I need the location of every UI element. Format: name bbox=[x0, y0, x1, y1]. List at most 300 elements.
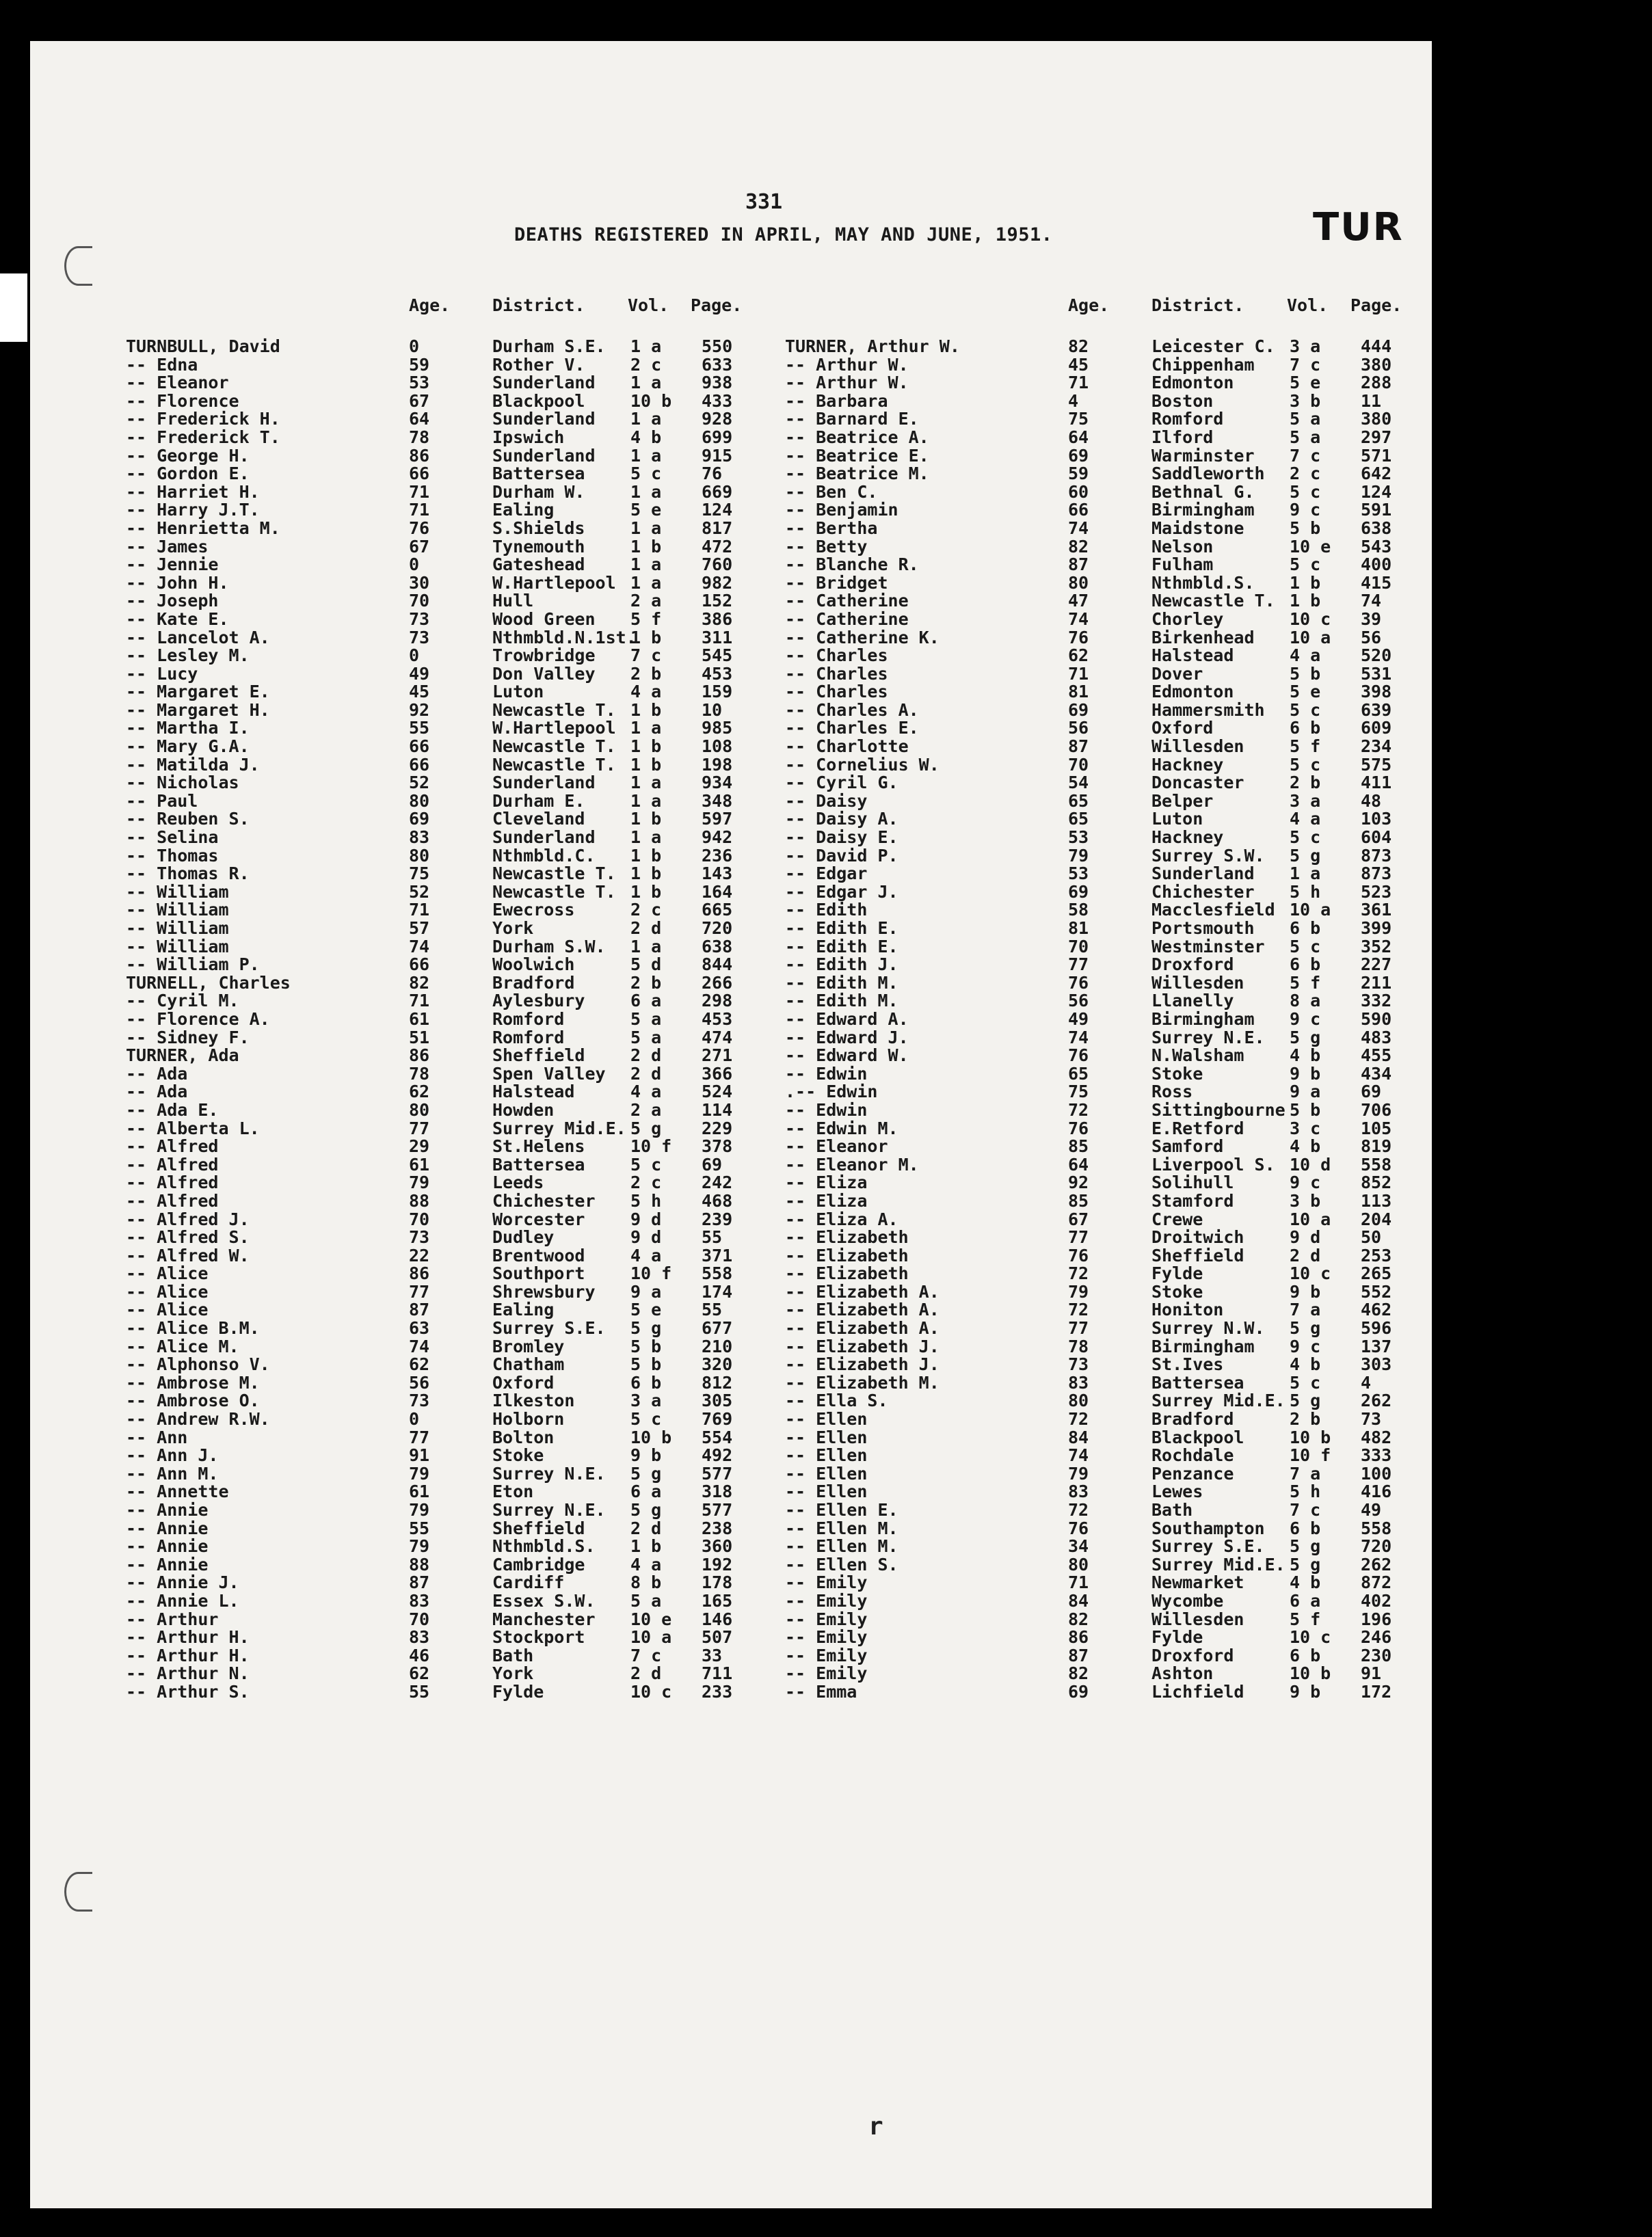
entry-district: Eton bbox=[492, 1482, 534, 1502]
entry-page: 4 bbox=[1361, 1372, 1372, 1393]
entry-name: -- Thomas R. bbox=[126, 863, 250, 884]
entry-name: -- Harriet H. bbox=[126, 481, 260, 502]
entry-row bbox=[126, 1029, 741, 1047]
entry-vol: 4 b bbox=[630, 427, 662, 447]
entry-vol: 5 b bbox=[630, 1354, 662, 1375]
entry-row bbox=[126, 520, 741, 538]
entry-vol: 9 d bbox=[630, 1227, 662, 1248]
entry-page: 942 bbox=[702, 827, 733, 848]
entry-row bbox=[785, 1429, 1400, 1447]
entry-district: Macclesfield bbox=[1151, 900, 1275, 920]
entry-age: 82 bbox=[1068, 1663, 1089, 1684]
entry-name: -- Alice M. bbox=[126, 1336, 239, 1356]
entry-vol: 4 b bbox=[1290, 1136, 1321, 1157]
entry-vol: 2 a bbox=[630, 591, 662, 611]
entry-district: Ealing bbox=[492, 1300, 555, 1320]
entry-page: 550 bbox=[702, 336, 733, 356]
entry-vol: 6 b bbox=[1290, 1645, 1321, 1665]
entry-vol: 1 b bbox=[630, 754, 662, 775]
entry-vol: 9 b bbox=[1290, 1281, 1321, 1302]
entry-vol: 5 g bbox=[1290, 1536, 1321, 1557]
entry-age: 69 bbox=[1068, 1681, 1089, 1702]
entry-age: 65 bbox=[1068, 790, 1089, 811]
entry-vol: 5 e bbox=[630, 1300, 662, 1320]
entry-page: 103 bbox=[1361, 809, 1392, 829]
entry-age: 73 bbox=[409, 608, 430, 629]
entry-district: Birmingham bbox=[1151, 1008, 1255, 1029]
entry-row bbox=[126, 1047, 741, 1065]
entry-vol: 1 a bbox=[630, 409, 662, 429]
entry-vol: 5 e bbox=[630, 500, 662, 520]
entry-vol: 5 a bbox=[630, 1027, 662, 1047]
entry-vol: 7 a bbox=[1290, 1300, 1321, 1320]
entry-name: -- George H. bbox=[126, 445, 250, 466]
entry-age: 69 bbox=[1068, 445, 1089, 466]
entry-page: 596 bbox=[1361, 1318, 1392, 1339]
entry-row bbox=[785, 1156, 1400, 1175]
entry-age: 69 bbox=[409, 809, 430, 829]
entry-name: -- Edith bbox=[785, 900, 868, 920]
entry-vol: 5 e bbox=[1290, 682, 1321, 702]
entry-page: 400 bbox=[1361, 554, 1392, 575]
entry-district: Chatham bbox=[492, 1354, 565, 1375]
entry-vol: 4 a bbox=[1290, 645, 1321, 666]
entry-name: -- Ada bbox=[126, 1082, 188, 1102]
entry-district: Bromley bbox=[492, 1336, 565, 1356]
entry-page: 55 bbox=[702, 1300, 723, 1320]
entry-district: Crewe bbox=[1151, 1209, 1203, 1229]
entry-name: -- William bbox=[126, 918, 229, 938]
entry-age: 78 bbox=[409, 1063, 430, 1084]
entry-name: -- Mary G.A. bbox=[126, 736, 250, 757]
entry-name: -- Ellen S. bbox=[785, 1554, 898, 1575]
entry-name: -- Selina bbox=[126, 827, 219, 848]
entry-page: 444 bbox=[1361, 336, 1392, 356]
entry-row bbox=[126, 665, 741, 684]
entry-page: 934 bbox=[702, 773, 733, 793]
entry-vol: 6 b bbox=[630, 1372, 662, 1393]
entry-row bbox=[785, 1229, 1400, 1247]
entry-name: -- David P. bbox=[785, 845, 898, 866]
entry-district: Surrey N.E. bbox=[1151, 1027, 1265, 1047]
entry-age: 79 bbox=[409, 1500, 430, 1520]
entry-district: Ashton bbox=[1151, 1663, 1214, 1684]
entry-age: 49 bbox=[1068, 1008, 1089, 1029]
entry-name: -- Edna bbox=[126, 354, 198, 375]
entry-row bbox=[126, 1356, 741, 1374]
entry-name: -- Edwin bbox=[785, 1099, 868, 1120]
entry-vol: 5 f bbox=[1290, 972, 1321, 993]
entry-row bbox=[785, 1138, 1400, 1156]
entry-row bbox=[785, 410, 1400, 429]
entry-name: -- Emily bbox=[785, 1609, 868, 1629]
entry-vol: 1 b bbox=[1290, 572, 1321, 593]
header-age-left: Age. bbox=[409, 295, 451, 315]
entry-district: Ilford bbox=[1151, 427, 1214, 447]
entry-district: Tynemouth bbox=[492, 536, 585, 557]
entry-page: 638 bbox=[702, 936, 733, 956]
entry-page: 303 bbox=[1361, 1354, 1392, 1375]
entry-district: Wycombe bbox=[1151, 1590, 1224, 1611]
entry-row bbox=[126, 756, 741, 775]
entry-row bbox=[785, 956, 1400, 974]
entry-name: -- Lesley M. bbox=[126, 645, 250, 666]
entry-name: -- Alice bbox=[126, 1281, 209, 1302]
entry-district: Surrey Mid.E. bbox=[1151, 1391, 1285, 1411]
entry-district: Newcastle T. bbox=[492, 699, 616, 720]
entry-name: TURNBULL, David bbox=[126, 336, 280, 356]
entry-row bbox=[126, 556, 741, 574]
entry-page: 210 bbox=[702, 1336, 733, 1356]
entry-district: Worcester bbox=[492, 1209, 585, 1229]
entry-vol: 2 c bbox=[1290, 464, 1321, 484]
entry-district: Westminster bbox=[1151, 936, 1265, 956]
entry-district: Rother V. bbox=[492, 354, 585, 375]
entry-district: Maidstone bbox=[1151, 518, 1244, 538]
entry-vol: 4 b bbox=[1290, 1572, 1321, 1593]
entry-district: Cardiff bbox=[492, 1572, 565, 1593]
entry-row bbox=[785, 465, 1400, 483]
entry-vol: 9 b bbox=[1290, 1681, 1321, 1702]
entry-age: 85 bbox=[1068, 1136, 1089, 1157]
entry-row bbox=[126, 483, 741, 502]
entry-row bbox=[785, 1592, 1400, 1611]
entry-age: 70 bbox=[1068, 754, 1089, 775]
entry-vol: 5 b bbox=[630, 1336, 662, 1356]
entry-page: 48 bbox=[1361, 790, 1382, 811]
entry-row bbox=[126, 974, 741, 993]
entry-row bbox=[785, 1320, 1400, 1338]
entry-age: 80 bbox=[1068, 572, 1089, 593]
entry-page: 665 bbox=[702, 900, 733, 920]
entry-district: Shrewsbury bbox=[492, 1281, 596, 1302]
entry-page: 554 bbox=[702, 1427, 733, 1447]
entry-row bbox=[785, 847, 1400, 866]
entry-district: Portsmouth bbox=[1151, 918, 1255, 938]
entry-page: 298 bbox=[702, 991, 733, 1011]
entry-page: 174 bbox=[702, 1281, 733, 1302]
entry-district: Romford bbox=[492, 1027, 565, 1047]
entry-district: Warminster bbox=[1151, 445, 1255, 466]
entry-row bbox=[126, 901, 741, 920]
entry-page: 165 bbox=[702, 1590, 733, 1611]
entry-district: Manchester bbox=[492, 1609, 596, 1629]
entry-vol: 1 a bbox=[630, 790, 662, 811]
entry-vol: 2 c bbox=[630, 1173, 662, 1193]
entry-name: -- Ann bbox=[126, 1427, 188, 1447]
entry-age: 83 bbox=[1068, 1372, 1089, 1393]
entry-page: 380 bbox=[1361, 409, 1392, 429]
entry-age: 85 bbox=[1068, 1190, 1089, 1211]
entry-age: 51 bbox=[409, 1027, 430, 1047]
entry-page: 604 bbox=[1361, 827, 1392, 848]
entry-row bbox=[126, 1647, 741, 1665]
entry-vol: 1 b bbox=[630, 1536, 662, 1557]
entry-age: 72 bbox=[1068, 1500, 1089, 1520]
entry-name: -- John H. bbox=[126, 572, 229, 593]
entry-name: -- Alice bbox=[126, 1263, 209, 1284]
entry-row bbox=[126, 1156, 741, 1175]
entry-row bbox=[785, 1574, 1400, 1592]
entry-vol: 5 g bbox=[630, 1463, 662, 1484]
entry-name: -- Alfred bbox=[126, 1173, 219, 1193]
entry-vol: 1 a bbox=[630, 554, 662, 575]
entry-row bbox=[785, 1301, 1400, 1320]
entry-district: Bradford bbox=[1151, 1409, 1234, 1430]
entry-age: 55 bbox=[409, 1681, 430, 1702]
entry-name: -- Lucy bbox=[126, 663, 198, 684]
entry-page: 571 bbox=[1361, 445, 1392, 466]
entry-row bbox=[785, 1392, 1400, 1410]
entry-page: 253 bbox=[1361, 1245, 1392, 1265]
entry-page: 462 bbox=[1361, 1300, 1392, 1320]
entry-district: Nthmbld.N.1st. bbox=[492, 627, 637, 647]
entry-age: 87 bbox=[409, 1300, 430, 1320]
entry-vol: 5 f bbox=[1290, 736, 1321, 757]
entry-vol: 10 c bbox=[1290, 1263, 1331, 1284]
entry-row bbox=[126, 719, 741, 738]
entry-district: Hammersmith bbox=[1151, 699, 1265, 720]
entry-page: 453 bbox=[702, 663, 733, 684]
entry-page: 411 bbox=[1361, 773, 1392, 793]
entry-row bbox=[785, 392, 1400, 411]
entry-vol: 1 a bbox=[630, 572, 662, 593]
entry-age: 70 bbox=[409, 591, 430, 611]
entry-row bbox=[126, 1447, 741, 1465]
entry-vol: 1 a bbox=[630, 936, 662, 956]
entry-age: 77 bbox=[1068, 954, 1089, 975]
header-vol-left: Vol. bbox=[628, 295, 669, 315]
entry-page: 271 bbox=[702, 1045, 733, 1066]
entry-name: -- Ella S. bbox=[785, 1391, 888, 1411]
entry-name: -- Margaret H. bbox=[126, 699, 270, 720]
entry-age: 62 bbox=[409, 1082, 430, 1102]
entry-age: 47 bbox=[1068, 591, 1089, 611]
entry-district: Lichfield bbox=[1151, 1681, 1244, 1702]
entry-row bbox=[785, 374, 1400, 392]
entry-age: 74 bbox=[409, 1336, 430, 1356]
entry-age: 66 bbox=[409, 954, 430, 975]
entry-vol: 10 b bbox=[630, 1427, 672, 1447]
entry-name: -- Cyril M. bbox=[126, 991, 239, 1011]
entry-vol: 10 a bbox=[1290, 900, 1331, 920]
entry-page: 523 bbox=[1361, 881, 1392, 902]
entry-district: Surrey N.E. bbox=[492, 1463, 606, 1484]
entry-page: 416 bbox=[1361, 1482, 1392, 1502]
entry-vol: 5 g bbox=[630, 1318, 662, 1339]
entry-vol: 1 a bbox=[630, 718, 662, 738]
entry-row bbox=[785, 1629, 1400, 1647]
entry-page: 483 bbox=[1361, 1027, 1392, 1047]
entry-vol: 2 b bbox=[1290, 773, 1321, 793]
entry-district: Southampton bbox=[1151, 1518, 1265, 1538]
entry-district: Essex S.W. bbox=[492, 1590, 596, 1611]
entry-age: 0 bbox=[409, 554, 420, 575]
entry-vol: 5 g bbox=[630, 1118, 662, 1138]
entry-page: 311 bbox=[702, 627, 733, 647]
entry-page: 114 bbox=[702, 1099, 733, 1120]
entry-name: -- Kate E. bbox=[126, 608, 229, 629]
entry-page: 434 bbox=[1361, 1063, 1392, 1084]
entry-row bbox=[126, 392, 741, 411]
entry-page: 100 bbox=[1361, 1463, 1392, 1484]
entry-name: -- Edwin M. bbox=[785, 1118, 898, 1138]
entry-vol: 1 b bbox=[1290, 591, 1321, 611]
entry-row bbox=[785, 756, 1400, 775]
entry-district: Birmingham bbox=[1151, 1336, 1255, 1356]
entry-age: 70 bbox=[409, 1209, 430, 1229]
entry-age: 69 bbox=[1068, 699, 1089, 720]
entry-district: Halstead bbox=[492, 1082, 575, 1102]
entry-page: 399 bbox=[1361, 918, 1392, 938]
entry-vol: 9 b bbox=[1290, 1063, 1321, 1084]
entry-district: Bethnal G. bbox=[1151, 481, 1255, 502]
entry-vol: 5 h bbox=[630, 1190, 662, 1211]
entry-vol: 6 b bbox=[1290, 1518, 1321, 1538]
entry-district: Stamford bbox=[1151, 1190, 1234, 1211]
entry-name: -- Annie bbox=[126, 1518, 209, 1538]
page-number: 331 bbox=[745, 190, 783, 214]
entry-row bbox=[785, 992, 1400, 1010]
entry-row bbox=[785, 447, 1400, 466]
entry-row bbox=[126, 1265, 741, 1283]
entry-page: 669 bbox=[702, 481, 733, 502]
entry-vol: 1 a bbox=[630, 481, 662, 502]
entry-age: 82 bbox=[1068, 336, 1089, 356]
entry-district: N.Walsham bbox=[1151, 1045, 1244, 1066]
binding-hole-top bbox=[64, 246, 92, 286]
entry-vol: 1 a bbox=[630, 445, 662, 466]
entry-page: 233 bbox=[702, 1681, 733, 1702]
entry-row bbox=[785, 1010, 1400, 1029]
entry-page: 760 bbox=[702, 554, 733, 575]
entry-name: -- Emily bbox=[785, 1572, 868, 1593]
entry-row bbox=[126, 1211, 741, 1229]
entry-row bbox=[126, 1574, 741, 1592]
entry-name: -- Edgar bbox=[785, 863, 868, 884]
entry-name: -- Emily bbox=[785, 1663, 868, 1684]
entry-name: -- Betty bbox=[785, 536, 868, 557]
entry-district: St.Ives bbox=[1151, 1354, 1224, 1375]
entry-name: -- Frederick T. bbox=[126, 427, 280, 447]
entry-district: Southport bbox=[492, 1263, 585, 1284]
entry-district: Ewecross bbox=[492, 900, 575, 920]
entry-vol: 9 c bbox=[1290, 1336, 1321, 1356]
entry-page: 39 bbox=[1361, 608, 1382, 629]
entry-age: 0 bbox=[409, 336, 420, 356]
entry-row bbox=[785, 701, 1400, 720]
entry-age: 57 bbox=[409, 918, 430, 938]
entry-age: 82 bbox=[409, 972, 430, 993]
entry-district: Willesden bbox=[1151, 1609, 1244, 1629]
entry-page: 378 bbox=[702, 1136, 733, 1157]
entry-district: Honiton bbox=[1151, 1300, 1224, 1320]
entry-row bbox=[785, 1192, 1400, 1211]
entry-page: 69 bbox=[1361, 1082, 1382, 1102]
entry-name: -- Gordon E. bbox=[126, 464, 250, 484]
entry-vol: 2 d bbox=[630, 918, 662, 938]
entry-name: -- Alfred bbox=[126, 1154, 219, 1175]
entry-row bbox=[785, 719, 1400, 738]
entry-district: Birmingham bbox=[1151, 500, 1255, 520]
entry-name: -- Thomas bbox=[126, 845, 219, 866]
entry-name: -- Alfred bbox=[126, 1136, 219, 1157]
entry-vol: 2 b bbox=[630, 663, 662, 684]
entry-age: 56 bbox=[1068, 991, 1089, 1011]
entry-row bbox=[785, 1520, 1400, 1538]
entry-row bbox=[785, 1211, 1400, 1229]
entry-page: 638 bbox=[1361, 518, 1392, 538]
entry-name: -- Andrew R.W. bbox=[126, 1409, 270, 1430]
entry-district: Sheffield bbox=[492, 1045, 585, 1066]
entry-district: Dudley bbox=[492, 1227, 555, 1248]
entry-row bbox=[785, 1647, 1400, 1665]
entry-row bbox=[126, 1283, 741, 1302]
entry-name: -- Elizabeth M. bbox=[785, 1372, 940, 1393]
entry-age: 74 bbox=[1068, 518, 1089, 538]
entry-district: Nthmbld.C. bbox=[492, 845, 596, 866]
entry-vol: 4 b bbox=[1290, 1354, 1321, 1375]
entry-vol: 4 a bbox=[630, 1554, 662, 1575]
entry-age: 83 bbox=[409, 827, 430, 848]
entry-row bbox=[126, 1392, 741, 1410]
entry-row bbox=[126, 410, 741, 429]
entry-vol: 10 a bbox=[1290, 627, 1331, 647]
entry-row bbox=[126, 883, 741, 902]
entry-row bbox=[126, 920, 741, 938]
entry-age: 86 bbox=[409, 445, 430, 466]
entry-row bbox=[126, 501, 741, 520]
entry-page: 402 bbox=[1361, 1590, 1392, 1611]
entry-age: 75 bbox=[1068, 409, 1089, 429]
entry-row bbox=[785, 1265, 1400, 1283]
entry-age: 69 bbox=[1068, 881, 1089, 902]
entry-district: Battersea bbox=[492, 1154, 585, 1175]
entry-district: Cleveland bbox=[492, 809, 585, 829]
entry-name: -- Daisy A. bbox=[785, 809, 898, 829]
entry-row bbox=[785, 738, 1400, 756]
entry-district: Gateshead bbox=[492, 554, 585, 575]
entry-name: -- Charles bbox=[785, 663, 888, 684]
entry-vol: 10 b bbox=[630, 390, 672, 411]
entry-age: 77 bbox=[409, 1281, 430, 1302]
entry-name: -- Frederick H. bbox=[126, 409, 280, 429]
entry-age: 71 bbox=[1068, 373, 1089, 393]
entry-name: -- Catherine bbox=[785, 608, 909, 629]
entry-age: 60 bbox=[1068, 481, 1089, 502]
entry-page: 706 bbox=[1361, 1099, 1392, 1120]
entry-age: 46 bbox=[409, 1645, 430, 1665]
entry-page: 642 bbox=[1361, 464, 1392, 484]
entry-page: 297 bbox=[1361, 427, 1392, 447]
entry-page: 74 bbox=[1361, 591, 1382, 611]
entry-vol: 1 b bbox=[630, 536, 662, 557]
entry-page: 152 bbox=[702, 591, 733, 611]
entry-vol: 10 f bbox=[630, 1263, 672, 1284]
entry-age: 75 bbox=[1068, 1082, 1089, 1102]
entry-name: -- Beatrice A. bbox=[785, 427, 929, 447]
entry-row bbox=[785, 1065, 1400, 1084]
entry-name: -- Annie bbox=[126, 1500, 209, 1520]
entry-vol: 7 c bbox=[1290, 1500, 1321, 1520]
entry-district: Oxford bbox=[492, 1372, 555, 1393]
entry-vol: 5 a bbox=[630, 1590, 662, 1611]
entry-age: 71 bbox=[409, 481, 430, 502]
entry-name: -- Cornelius W. bbox=[785, 754, 940, 775]
entry-age: 64 bbox=[1068, 1154, 1089, 1175]
entry-district: Surrey Mid.E. bbox=[1151, 1554, 1285, 1575]
entry-age: 55 bbox=[409, 718, 430, 738]
